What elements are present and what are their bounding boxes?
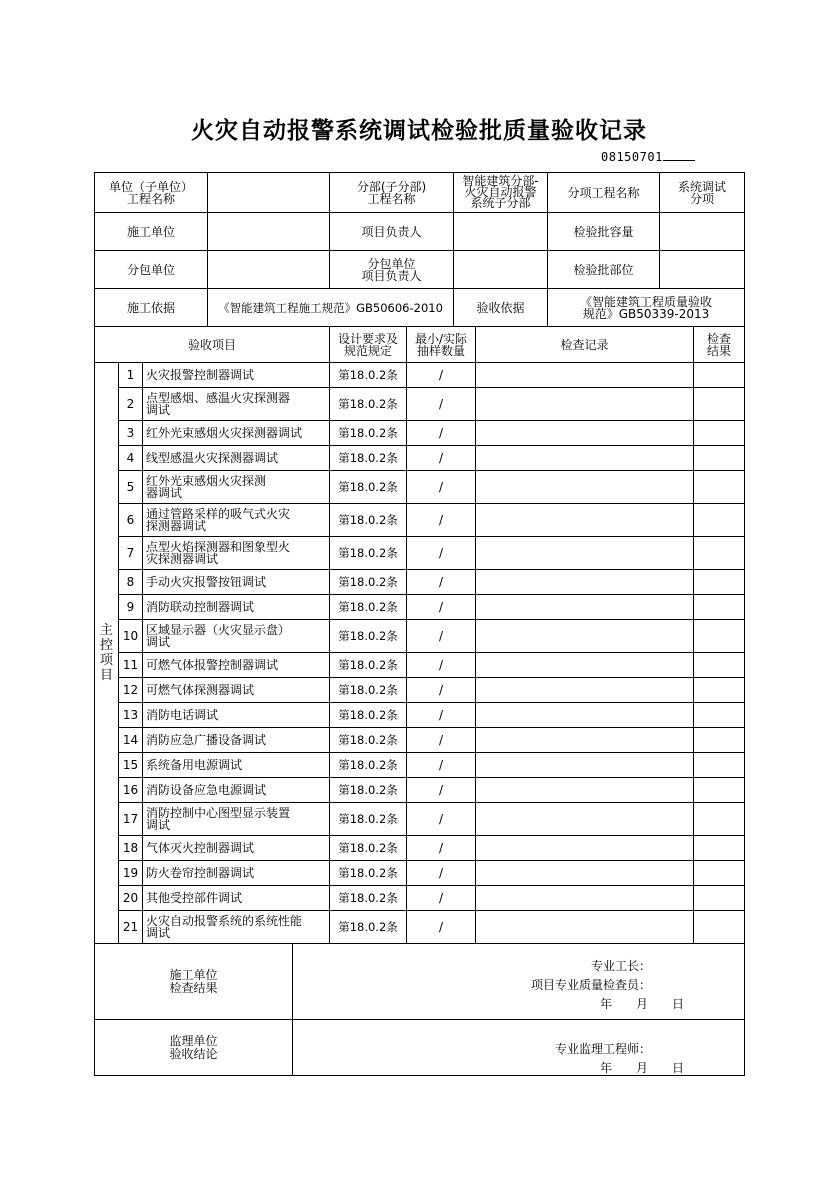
row-number: 20 — [118, 885, 142, 910]
group-label-char: 主 — [99, 623, 113, 638]
row-item-name: 系统备用电源调试 — [142, 752, 329, 777]
row-record[interactable] — [475, 503, 693, 536]
row-number: 2 — [118, 387, 142, 420]
row-sample: / — [406, 752, 475, 777]
row-number: 11 — [118, 652, 142, 677]
row-record[interactable] — [475, 777, 693, 802]
project-manager-value[interactable] — [453, 212, 547, 250]
row-result[interactable] — [693, 387, 745, 420]
construction-basis-value: 《智能建筑工程施工规范》GB50606-2010 — [207, 288, 453, 326]
row-result[interactable] — [693, 445, 745, 470]
row-sample: / — [406, 536, 475, 569]
row-number: 3 — [118, 420, 142, 445]
row-item-name: 消防控制中心图型显示装置 调试 — [142, 802, 329, 835]
batch-location-label: 检验批部位 — [547, 250, 659, 288]
row-requirement: 第18.0.2条 — [329, 860, 406, 885]
row-result[interactable] — [693, 362, 745, 387]
row-result[interactable] — [693, 652, 745, 677]
row-result[interactable] — [693, 420, 745, 445]
row-requirement: 第18.0.2条 — [329, 387, 406, 420]
contractor-label: 施工单位 — [94, 212, 207, 250]
row-requirement: 第18.0.2条 — [329, 885, 406, 910]
division-value: 智能建筑分部- 火灾自动报警 系统子分部 — [453, 172, 547, 212]
group-label-char: 项 — [99, 653, 113, 668]
row-result[interactable] — [693, 752, 745, 777]
row-item-name: 点型火焰探测器和图象型火 灾探测器调试 — [142, 536, 329, 569]
row-sample: / — [406, 860, 475, 885]
unit-name-label: 单位（子单位） 工程名称 — [94, 172, 207, 212]
row-item-name: 其他受控部件调试 — [142, 885, 329, 910]
form-container — [94, 172, 745, 1077]
row-number: 4 — [118, 445, 142, 470]
row-sample: / — [406, 677, 475, 702]
row-sample: / — [406, 885, 475, 910]
row-item-name: 火灾报警控制器调试 — [142, 362, 329, 387]
row-sample: / — [406, 910, 475, 943]
row-record[interactable] — [475, 619, 693, 652]
row-record[interactable] — [475, 470, 693, 503]
row-result[interactable] — [693, 569, 745, 594]
row-requirement: 第18.0.2条 — [329, 594, 406, 619]
contractor-check-signature[interactable] — [292, 943, 745, 1019]
row-record[interactable] — [475, 387, 693, 420]
row-sample: / — [406, 727, 475, 752]
row-number: 6 — [118, 503, 142, 536]
row-record[interactable] — [475, 885, 693, 910]
row-sample: / — [406, 362, 475, 387]
row-number: 14 — [118, 727, 142, 752]
row-requirement: 第18.0.2条 — [329, 702, 406, 727]
row-result[interactable] — [693, 910, 745, 943]
construction-basis-label: 施工依据 — [94, 288, 207, 326]
batch-location-value[interactable] — [659, 250, 745, 288]
row-sample: / — [406, 594, 475, 619]
row-record[interactable] — [475, 910, 693, 943]
row-sample: / — [406, 569, 475, 594]
row-sample: / — [406, 503, 475, 536]
row-sample: / — [406, 777, 475, 802]
row-number: 9 — [118, 594, 142, 619]
row-item-name: 红外光束感烟火灾探测器调试 — [142, 420, 329, 445]
supervisor-label: 监理单位 验收结论 — [94, 1019, 292, 1076]
foreman-label: 专业工长： — [590, 959, 651, 973]
row-result[interactable] — [693, 536, 745, 569]
row-number: 21 — [118, 910, 142, 943]
row-requirement: 第18.0.2条 — [329, 910, 406, 943]
row-sample: / — [406, 702, 475, 727]
row-requirement: 第18.0.2条 — [329, 619, 406, 652]
document-number-value: 08150701 — [601, 150, 663, 164]
row-record[interactable] — [475, 536, 693, 569]
row-result[interactable] — [693, 860, 745, 885]
row-item-name: 区域显示器（火灾显示盘） 调试 — [142, 619, 329, 652]
row-record[interactable] — [475, 445, 693, 470]
row-record[interactable] — [475, 835, 693, 860]
group-label-char: 目 — [99, 668, 113, 683]
acceptance-basis-label: 验收依据 — [453, 288, 547, 326]
column-requirement: 设计要求及 规范规定 — [329, 326, 406, 362]
row-requirement: 第18.0.2条 — [329, 420, 406, 445]
division-label: 分部(子分部) 工程名称 — [329, 172, 453, 212]
row-record[interactable] — [475, 860, 693, 885]
row-requirement: 第18.0.2条 — [329, 362, 406, 387]
row-item-name: 消防设备应急电源调试 — [142, 777, 329, 802]
subitem-label: 分项工程名称 — [547, 172, 659, 212]
group-label-char: 控 — [99, 638, 113, 653]
row-requirement: 第18.0.2条 — [329, 727, 406, 752]
row-item-name: 消防应急广播设备调试 — [142, 727, 329, 752]
row-result[interactable] — [693, 594, 745, 619]
row-sample: / — [406, 835, 475, 860]
group-label-main-control — [94, 362, 118, 943]
row-requirement: 第18.0.2条 — [329, 569, 406, 594]
contractor-date: 年 月 日 — [599, 997, 684, 1011]
row-number: 16 — [118, 777, 142, 802]
column-item: 验收项目 — [94, 326, 329, 362]
row-requirement: 第18.0.2条 — [329, 802, 406, 835]
batch-capacity-label: 检验批容量 — [547, 212, 659, 250]
contractor-value[interactable] — [207, 212, 329, 250]
row-result[interactable] — [693, 727, 745, 752]
row-item-name: 红外光束感烟火灾探测 器调试 — [142, 470, 329, 503]
row-sample: / — [406, 387, 475, 420]
row-item-name: 线型感温火灾探测器调试 — [142, 445, 329, 470]
row-number: 1 — [118, 362, 142, 387]
row-result[interactable] — [693, 885, 745, 910]
subcontractor-label: 分包单位 — [94, 250, 207, 288]
row-item-name: 手动火灾报警按钮调试 — [142, 569, 329, 594]
column-record: 检查记录 — [475, 326, 693, 362]
row-item-name: 可燃气体报警控制器调试 — [142, 652, 329, 677]
row-result[interactable] — [693, 503, 745, 536]
row-record[interactable] — [475, 702, 693, 727]
page-title: 火灾自动报警系统调试检验批质量验收记录 — [191, 117, 647, 144]
supervisor-engineer-label: 专业监理工程师： — [554, 1042, 651, 1056]
subcontractor-value[interactable] — [207, 250, 329, 288]
row-record[interactable] — [475, 677, 693, 702]
row-result[interactable] — [693, 802, 745, 835]
batch-capacity-value[interactable] — [659, 212, 745, 250]
row-result[interactable] — [693, 619, 745, 652]
supervisor-date: 年 月 日 — [599, 1061, 684, 1075]
row-requirement: 第18.0.2条 — [329, 652, 406, 677]
row-record[interactable] — [475, 802, 693, 835]
subitem-value: 系统调试 分项 — [659, 172, 745, 212]
row-requirement: 第18.0.2条 — [329, 677, 406, 702]
document-number — [601, 149, 695, 164]
row-sample: / — [406, 420, 475, 445]
sub-project-manager-label: 分包单位 项目负责人 — [329, 250, 453, 288]
row-number: 10 — [118, 619, 142, 652]
row-number: 19 — [118, 860, 142, 885]
row-requirement: 第18.0.2条 — [329, 835, 406, 860]
row-sample: / — [406, 652, 475, 677]
row-record[interactable] — [475, 569, 693, 594]
row-sample: / — [406, 802, 475, 835]
row-item-name: 通过管路采样的吸气式火灾 探测器调试 — [142, 503, 329, 536]
row-requirement: 第18.0.2条 — [329, 777, 406, 802]
row-item-name: 防火卷帘控制器调试 — [142, 860, 329, 885]
unit-name-value[interactable] — [207, 172, 329, 212]
row-item-name: 气体灭火控制器调试 — [142, 835, 329, 860]
row-requirement: 第18.0.2条 — [329, 503, 406, 536]
row-item-name: 可燃气体探测器调试 — [142, 677, 329, 702]
column-result: 检查 结果 — [693, 326, 745, 362]
row-item-name: 火灾自动报警系统的系统性能 调试 — [142, 910, 329, 943]
contractor-check-label: 施工单位 检查结果 — [94, 943, 292, 1019]
column-sample: 最小/实际 抽样数量 — [406, 326, 475, 362]
row-requirement: 第18.0.2条 — [329, 536, 406, 569]
row-sample: / — [406, 445, 475, 470]
row-result[interactable] — [693, 835, 745, 860]
sub-project-manager-value[interactable] — [453, 250, 547, 288]
row-sample: / — [406, 619, 475, 652]
project-manager-label: 项目负责人 — [329, 212, 453, 250]
row-record[interactable] — [475, 652, 693, 677]
row-number: 17 — [118, 802, 142, 835]
acceptance-basis-value: 《智能建筑工程质量验收 规范》GB50339-2013 — [547, 288, 745, 326]
row-result[interactable] — [693, 470, 745, 503]
row-result[interactable] — [693, 677, 745, 702]
row-number: 13 — [118, 702, 142, 727]
row-requirement: 第18.0.2条 — [329, 470, 406, 503]
row-number: 15 — [118, 752, 142, 777]
row-number: 5 — [118, 470, 142, 503]
row-item-name: 点型感烟、感温火灾探测器 调试 — [142, 387, 329, 420]
row-number: 8 — [118, 569, 142, 594]
row-item-name: 消防电话调试 — [142, 702, 329, 727]
row-requirement: 第18.0.2条 — [329, 752, 406, 777]
row-sample: / — [406, 470, 475, 503]
row-record[interactable] — [475, 362, 693, 387]
row-record[interactable] — [475, 420, 693, 445]
row-result[interactable] — [693, 702, 745, 727]
supervisor-signature[interactable] — [292, 1019, 745, 1076]
row-number: 18 — [118, 835, 142, 860]
row-record[interactable] — [475, 727, 693, 752]
row-requirement: 第18.0.2条 — [329, 445, 406, 470]
quality-inspector-label: 项目专业质量检查员： — [530, 978, 651, 992]
row-result[interactable] — [693, 777, 745, 802]
row-record[interactable] — [475, 752, 693, 777]
row-item-name: 消防联动控制器调试 — [142, 594, 329, 619]
row-record[interactable] — [475, 594, 693, 619]
row-number: 12 — [118, 677, 142, 702]
document-number-blank — [663, 149, 695, 161]
row-number: 7 — [118, 536, 142, 569]
